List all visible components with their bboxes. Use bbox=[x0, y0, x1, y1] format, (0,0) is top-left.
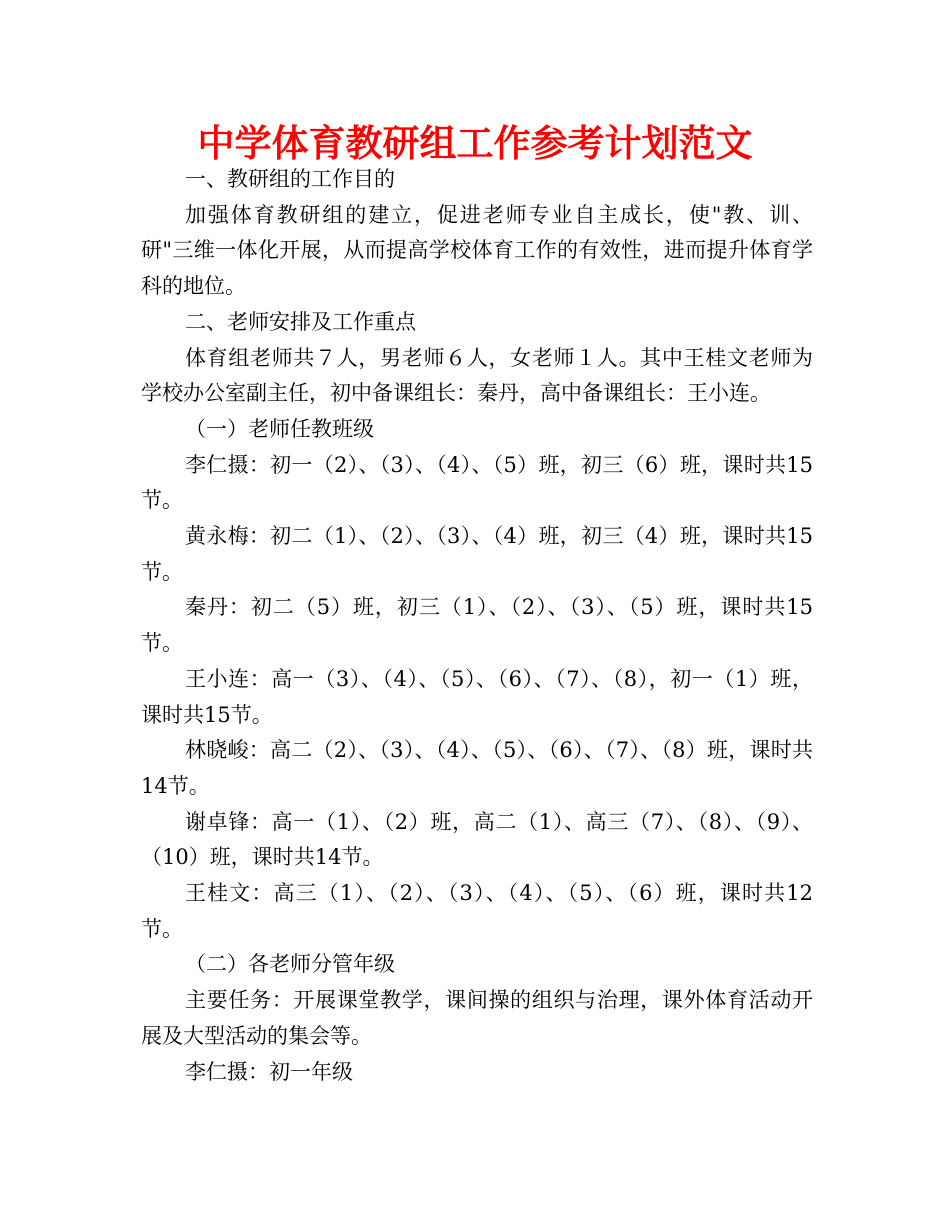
paragraph-goal: 加强体育教研组的建立，促进老师专业自主成长，使"教、训、研"三维一体化开展，从而提高学校体育工作的有效性，进而提升体育学科的地位。 bbox=[141, 202, 813, 299]
document-body bbox=[141, 162, 813, 1090]
section-heading-1: 一、教研组的工作目的 bbox=[185, 167, 395, 191]
teacher-assignment: 谢卓锋：高一（1）、（2）班，高二（1）、高三（7）、（8）、（9）、（10）班，课时共14节。 bbox=[141, 809, 813, 870]
paragraph-main-tasks: 主要任务：开展课堂教学，课间操的组织与治理，课外体育活动开展及大型活动的集会等。 bbox=[141, 988, 813, 1048]
section-heading-2: 二、老师安排及工作重点 bbox=[185, 309, 416, 334]
teacher-assignment: 秦丹：初二（5）班，初三（1）、（2）、（3）、（5）班，课时共15节。 bbox=[141, 595, 813, 656]
paragraph-staff: 体育组老师共７人，男老师６人，女老师１人。其中王桂文老师为学校办公室副主任，初中备课组长：秦丹，高中备课组长：王小连。 bbox=[141, 345, 813, 406]
document-title: 中学体育教研组工作参考计划范文 bbox=[197, 121, 753, 165]
teacher-assignment: 李仁摄：初一（2）、（3）、（4）、（5）班，初三（6）班，课时共15节。 bbox=[141, 452, 813, 513]
subsection-heading-1: （一）老师任教班级 bbox=[185, 416, 374, 441]
teacher-assignment: 王小连：高一（3）、（4）、（5）、（6）、（7）、（8），初一（1）班，课时共15节。 bbox=[141, 666, 813, 727]
teacher-assignment: 王桂文：高三（1）、（2）、（3）、（4）、（5）、（6）班，课时共12节。 bbox=[141, 881, 813, 941]
subsection-heading-2: （二）各老师分管年级 bbox=[185, 952, 395, 977]
grade-assignment: 李仁摄：初一年级 bbox=[185, 1059, 353, 1084]
teacher-assignment: 黄永梅：初二（1）、（2）、（3）、（4）班，初三（4）班，课时共15节。 bbox=[141, 524, 813, 584]
teacher-assignment: 林晓峻：高二（2）、（3）、（4）、（5）、（6）、（7）、（8）班，课时共14节。 bbox=[141, 738, 813, 798]
